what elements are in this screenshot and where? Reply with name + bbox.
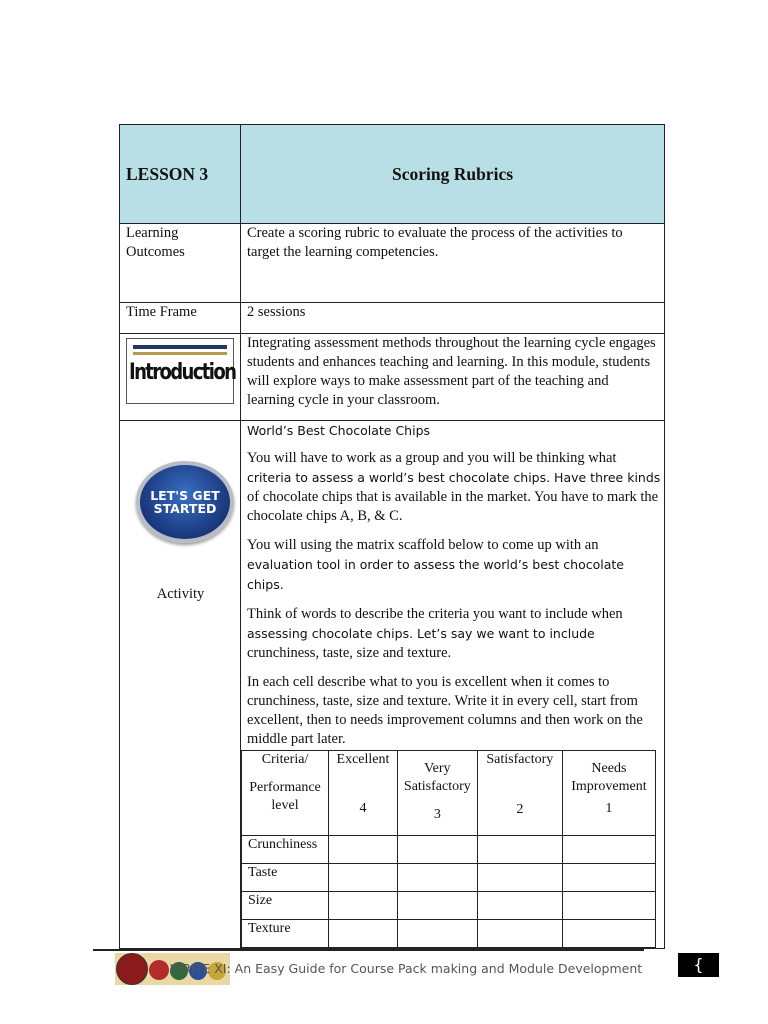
activity-paragraph-2: You will using the matrix scaffold below to come up with an evaluation tool in order to assess the world’s best chocolate chips.: [247, 537, 624, 592]
rubric-row-label: Crunchiness: [242, 836, 329, 864]
introduction-row: [120, 334, 665, 421]
rubric-row: [242, 920, 656, 948]
rubric-header-row: [242, 751, 656, 836]
lets-get-started-badge: LET'S GET STARTED: [136, 461, 234, 543]
learning-outcomes-label: Learning Outcomes: [120, 224, 241, 303]
activity-label-cell: [120, 421, 241, 949]
activity-heading: World’s Best Chocolate Chips: [247, 423, 431, 438]
rubric-col-needs-improvement: Needs Improvement 1: [562, 751, 655, 836]
rubric-criteria-header: Criteria/ Performance level: [242, 751, 329, 836]
activity-content: [241, 421, 665, 949]
time-frame-value: 2 sessions: [241, 303, 665, 334]
introduction-logo: [126, 338, 234, 404]
rubric-row-label: Size: [242, 892, 329, 920]
page-number-box: {: [678, 953, 719, 977]
lesson-title: Scoring Rubrics: [241, 125, 665, 224]
rubric-row-label: Texture: [242, 920, 329, 948]
learning-outcomes-row: [120, 224, 665, 303]
activity-paragraph-3: Think of words to describe the criteria you want to include when assessing chocolate chips. Let’s say we want to include crunchiness, taste, size and texture.: [247, 606, 623, 661]
seal-logo: [116, 953, 148, 985]
introduction-logo-cell: [120, 334, 241, 421]
rubric-row: [242, 836, 656, 864]
rubric-row: [242, 892, 656, 920]
lesson-number: LESSON 3: [120, 125, 241, 224]
activity-paragraph-4: In each cell describe what to you is excellent when it comes to crunchiness, taste, size and texture. Write it in every cell, start from excellent, then to needs improvement columns and then work on the middle part later.: [247, 674, 643, 747]
rubric-table: [241, 750, 656, 948]
rubric-col-excellent: Excellent 4: [329, 751, 398, 836]
lesson-table: [119, 124, 665, 949]
lesson-header-row: [120, 125, 665, 224]
activity-row: [120, 421, 665, 949]
footer-text: WRITE XI: An Easy Guide for Course Pack making and Module Development: [170, 961, 643, 976]
footer-divider: [93, 949, 644, 951]
time-frame-row: [120, 303, 665, 334]
introduction-text: Integrating assessment methods throughout the learning cycle engages students and enhances teaching and learning. In this module, students will explore ways to make assessment part of the teaching and learning cycle in your classroom.: [241, 334, 665, 421]
activity-label: Activity: [156, 586, 205, 602]
introduction-logo-text: Introduction: [129, 360, 236, 385]
learning-outcomes-text: Create a scoring rubric to evaluate the process of the activities to target the learning competencies.: [241, 224, 665, 303]
rubric-col-satisfactory: Satisfactory 2: [477, 751, 562, 836]
activity-paragraph-1: You will have to work as a group and you will be thinking what criteria to assess a world’s best chocolate chips. Have three kinds of chocolate chips that is available in the market. You have to mark the chocolate chips A, B, & C.: [247, 450, 661, 524]
time-frame-label: Time Frame: [120, 303, 241, 334]
rubric-row-label: Taste: [242, 864, 329, 892]
rubric-row: [242, 864, 656, 892]
rubric-col-very-satisfactory: Very Satisfactory 3: [397, 751, 477, 836]
seal-logo: [149, 960, 169, 980]
